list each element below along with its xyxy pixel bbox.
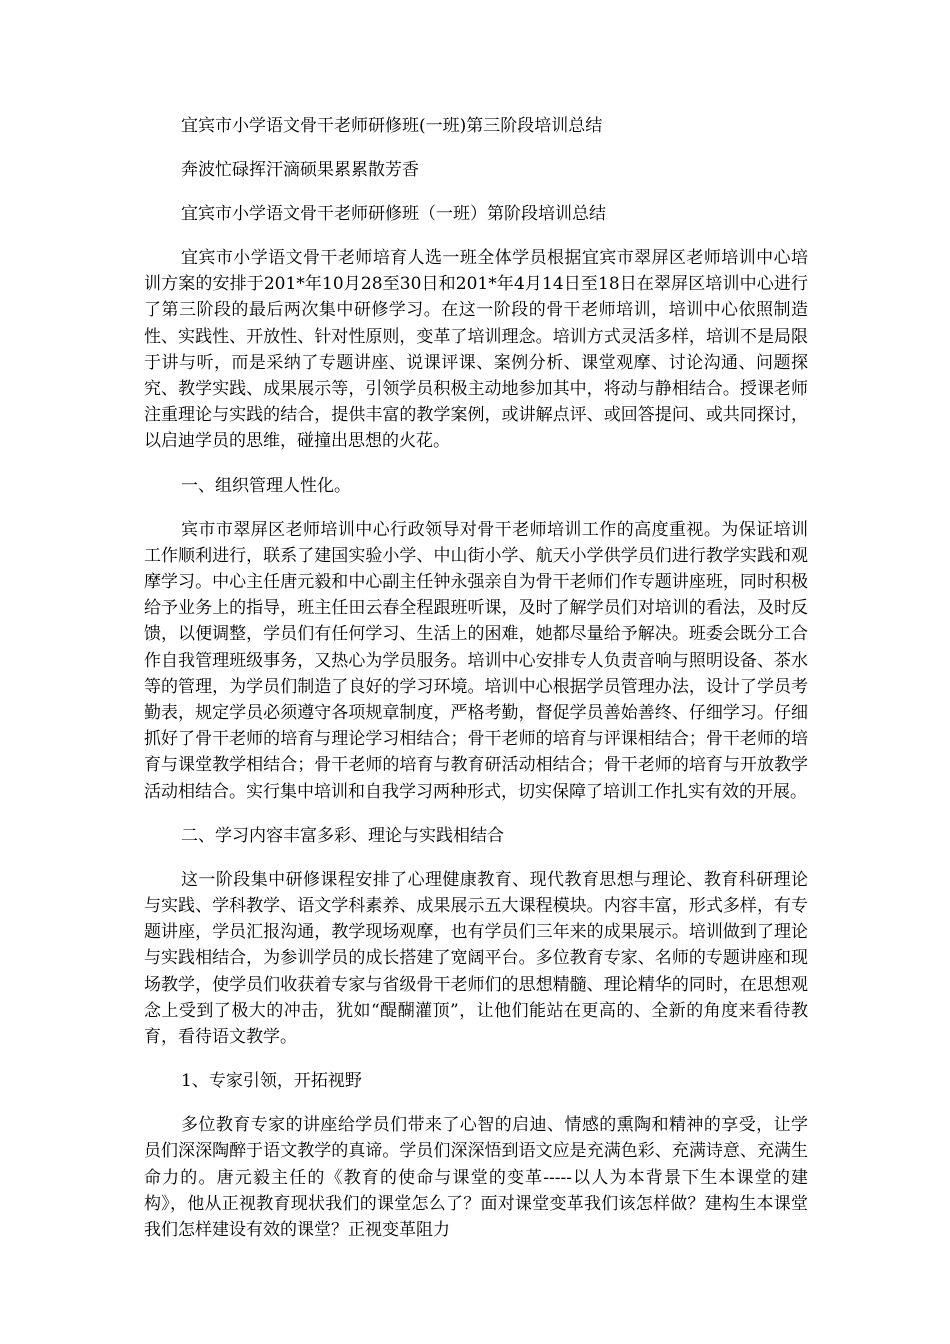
intro-paragraph: 宜宾市小学语文骨干老师培育人选一班全体学员根据宜宾市翠屏区老师培训中心培训方案的安排于201*年10月28至30日和201*年4月14日至18日在翠屏区培训中心进行了第三阶段的最后两次集中研修学习。在这一阶段的骨干老师培训，培训中心依照制造性、实践性、开放性、针对性原则，变革了培训理念。培训方式灵活多样，培训不是局限于讲与听，而是采纳了专题讲座、说课评课、案例分析、课堂观摩、讨论沟通、问题探究、教学实践、成果展示等，引领学员积极主动地参加其中，将动与静相结合。授课老师注重理论与实践的结合，提供丰富的教学案例，或讲解点评、或回答提问、或共同探讨，以启迪学员的思维，碰撞出思想的火花。 [144, 248, 808, 452]
document-title-repeat: 宜宾市小学语文骨干老师研修班（一班）第阶段培训总结 [181, 204, 606, 224]
subsection-paragraph-experts: 多位教育专家的讲座给学员们带来了心智的启迪、情感的熏陶和精神的享受，让学员们深深陶醉于语文教学的真谛。学员们深深悟到语文应是充满色彩、充满诗意、充满生命力的。唐元毅主任的《教育的使命与课堂的变革-----以人为本背景下生本课堂的建构》，他从正视教育现状我们的课堂怎么了？面对课堂变革我们该怎样做？建构生本课堂我们怎样建设有效的课堂？正视变革阻力 [144, 1115, 808, 1241]
document-subtitle: 奔波忙碌挥汗滴硕果累累散芳香 [181, 160, 419, 180]
document-body [144, 113, 808, 1261]
section-heading-content: 二、学习内容丰富多彩、理论与实践相结合 [181, 825, 504, 846]
subsection-heading-experts: 1、专家引领，开拓视野 [181, 1071, 362, 1092]
document-title: 宜宾市小学语文骨干老师研修班(一班)第三阶段培训总结 [181, 116, 603, 136]
section-paragraph-organization: 宾市市翠屏区老师培训中心行政领导对骨干老师培训工作的高度重视。为保证培训工作顺利进行，联系了建国实验小学、中山街小学、航天小学供学员们进行教学实践和观摩学习。中心主任唐元毅和中心副主任钟永强亲自为骨干老师们作专题讲座班，同时积极给予业务上的指导，班主任田云春全程跟班听课，及时了解学员们对培训的看法，及时反馈，以便调整，学员们有任何学习、生活上的困难，她都尽量给予解决。班委会既分工合作自我管理班级事务，又热心为学员服务。培训中心安排专人负责音响与照明设备、茶水等的管理，为学员们制造了良好的学习环境。培训中心根据学员管理办法，设计了学员考勤表，规定学员必须遵守各项规章制度，严格考勤，督促学员善始善终、仔细学习。仔细抓好了骨干老师的培育与理论学习相结合；骨干老师的培育与评课相结合；骨干老师的培育与课堂教学相结合；骨干老师的培育与教育研活动相结合；骨干老师的培育与开放教学活动相结合。实行集中培训和自我学习两种形式，切实保障了培训工作扎实有效的开展。 [144, 519, 808, 802]
section-paragraph-content: 这一阶段集中研修课程安排了心理健康教育、现代教育思想与理论、教育科研理论与实践、学科教学、语文学科素养、成果展示五大课程模块。内容丰富，形式多样，有专题讲座，学员汇报沟通，教学现场观摩，也有学员们三年来的成果展示。培训做到了理论与实践相结合，为参训学员的成长搭建了宽阔平台。多位教育专家、名师的专题讲座和现场教学，使学员们收获着专家与省级骨干老师们的思想精髓、理论精华的同时，在思想观念上受到了极大的冲击，犹如“醍醐灌顶”，让他们能站在更高的、全新的角度来看待教育，看待语文教学。 [144, 869, 808, 1048]
section-heading-organization: 一、组织管理人性化。 [181, 475, 351, 496]
